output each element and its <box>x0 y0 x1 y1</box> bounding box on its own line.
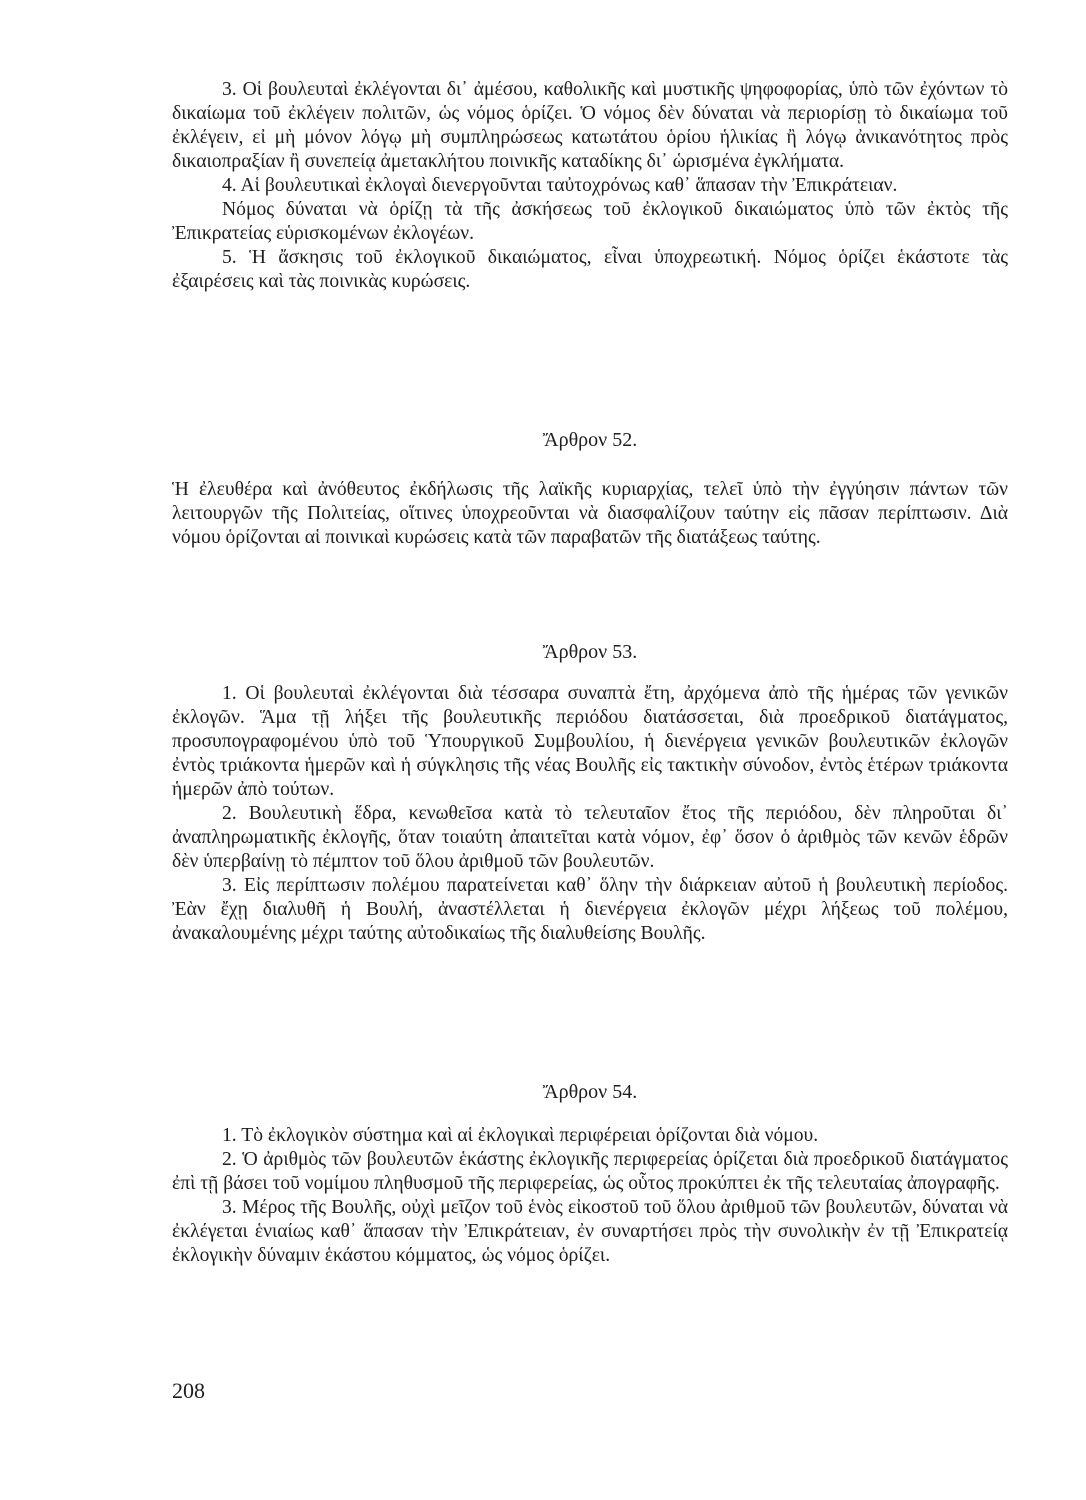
article-52-heading: Ἄρθρον 52. <box>542 429 638 451</box>
article-53-heading: Ἄρθρον 53. <box>542 641 638 663</box>
paragraph-51-3: 3. Οἱ βουλευταὶ ἐκλέγονται δι᾽ ἀμέσου, καθολικῆς καὶ μυστικῆς ψηφοφορίας, ὑπὸ τῶν ἐχόντων τὸ δικαίωμα τοῦ ἐκλέγειν πολιτῶν, ὡς νόμος ὁρίζει. Ὁ νόμος δὲν δύναται νὰ περιορίσῃ τὸ δικαίωμα τοῦ ἐκλέγειν, εἰ μὴ μόνον λόγῳ μὴ συμπληρώσεως κατωτάτου ὁρίου ἡλικίας ἢ λόγῳ ἀνικανότητος πρὸς δικαιοπραξίαν ἢ συνεπείᾳ ἀμετακλήτου ποινικῆς καταδίκης δι᾽ ὡρισμένα ἐγκλήματα. <box>172 79 1008 172</box>
paragraph-54-2: 2. Ὁ ἀριθμὸς τῶν βουλευτῶν ἑκάστης ἐκλογικῆς περιφερείας ὁρίζεται διὰ προεδρικοῦ διατάγματος ἐπὶ τῇ βάσει τοῦ νομίμου πληθυσμοῦ τῆς περιφερείας, ὡς οὗτος προκύπτει ἐκ τῆς τελευταίας ἀπογραφῆς. <box>172 1149 1008 1194</box>
paragraph-53-1: 1. Οἱ βουλευταὶ ἐκλέγονται διὰ τέσσαρα συναπτὰ ἔτη, ἀρχόμενα ἀπὸ τῆς ἡμέρας τῶν γενικῶν ἐκλογῶν. Ἅμα τῇ λήξει τῆς βουλευτικῆς περιόδου διατάσσεται, διὰ προεδρικοῦ διατάγματος, προσυπογραφομένου ὑπὸ τοῦ Ὑπουργικοῦ Συμβουλίου, ἡ διενέργεια γενικῶν βουλευτικῶν ἐκλογῶν ἐντὸς τριάκοντα ἡμερῶν καὶ ἡ σύγκλησις τῆς νέας Βουλῆς εἰς τακτικὴν σύνοδον, ἐντὸς ἑτέρων τριάκοντα ἡμερῶν ἀπὸ τούτων. <box>172 683 1008 800</box>
article-54-heading: Ἄρθρον 54. <box>542 1081 638 1103</box>
paragraph-52: Ἡ ἐλευθέρα καὶ ἀνόθευτος ἐκδήλωσις τῆς λαϊκῆς κυριαρχίας, τελεῖ ὑπὸ τὴν ἐγγύησιν πάντων τῶν λειτουργῶν τῆς Πολιτείας, οἵτινες ὑποχρεοῦνται νὰ διασφαλίζουν ταύτην εἰς πᾶσαν περίπτωσιν. Διὰ νόμου ὁρίζονται αἱ ποινικαὶ κυρώσεις κατὰ τῶν παραβατῶν τῆς διατάξεως ταύτης. <box>172 479 1008 548</box>
paragraph-51-5: 5. Ἡ ἄσκησις τοῦ ἐκλογικοῦ δικαιώματος, εἶναι ὑποχρεωτική. Νόμος ὁρίζει ἑκάστοτε τὰς ἐξαιρέσεις καὶ τὰς ποινικὰς κυρώσεις. <box>172 247 1008 292</box>
article-51-continuation <box>172 78 1008 294</box>
paragraph-54-1: 1. Τὸ ἐκλογικὸν σύστημα καὶ αἱ ἐκλογικαὶ περιφέρειαι ὁρίζονται διὰ νόμου. <box>222 1125 819 1146</box>
paragraph-54-3: 3. Μέρος τῆς Βουλῆς, οὐχὶ μεῖζον τοῦ ἑνὸς εἰκοστοῦ τοῦ ὅλου ἀριθμοῦ τῶν βουλευτῶν, δύναται νὰ ἐκλέγεται ἑνιαίως καθ᾽ ἅπασαν τὴν Ἐπικράτειαν, ἐν συναρτήσει πρὸς τὴν συνολικὴν ἐν τῇ Ἐπικρατείᾳ ἐκλογικὴν δύναμιν ἑκάστου κόμματος, ὡς νόμος ὁρίζει. <box>172 1197 1008 1266</box>
paragraph-53-3: 3. Εἰς περίπτωσιν πολέμου παρατείνεται καθ᾽ ὅλην τὴν διάρκειαν αὐτοῦ ἡ βουλευτικὴ περίοδος. Ἐὰν ἔχῃ διαλυθῆ ἡ Βουλή, ἀναστέλλεται ἡ διενέργεια ἐκλογῶν μέχρι λήξεως τοῦ πολέμου, ἀνακαλουμένης μέχρι ταύτης αὐτοδικαίως τῆς διαλυθείσης Βουλῆς. <box>172 875 1008 944</box>
article-54-body <box>172 1124 1008 1268</box>
paragraph-51-4: 4. Αἱ βουλευτικαὶ ἐκλογαὶ διενεργοῦνται ταὐτοχρόνως καθ᾽ ἅπασαν τὴν Ἐπικράτειαν. <box>222 175 898 196</box>
paragraph-53-2: 2. Βουλευτικὴ ἕδρα, κενωθεῖσα κατὰ τὸ τελευταῖον ἔτος τῆς περιόδου, δὲν πληροῦται δι᾽ ἀναπληρωματικῆς ἐκλογῆς, ὅταν τοιαύτη ἀπαιτεῖται κατὰ νόμον, ἐφ᾽ ὅσον ὁ ἀριθμὸς τῶν κενῶν ἑδρῶν δὲν ὑπερβαίνῃ τὸ πέμπτον τοῦ ὅλου ἀριθμοῦ τῶν βουλευτῶν. <box>172 803 1008 872</box>
article-52-body <box>172 478 1008 550</box>
article-53-body <box>172 682 1008 946</box>
paragraph-51-4-cont: Νόμος δύναται νὰ ὁρίζῃ τὰ τῆς ἀσκήσεως τοῦ ἐκλογικοῦ δικαιώματος ὑπὸ τῶν ἐκτὸς τῆς Ἐπικρατείας εὑρισκομένων ἐκλογέων. <box>172 199 1008 244</box>
page-number: 208 <box>172 1378 205 1403</box>
